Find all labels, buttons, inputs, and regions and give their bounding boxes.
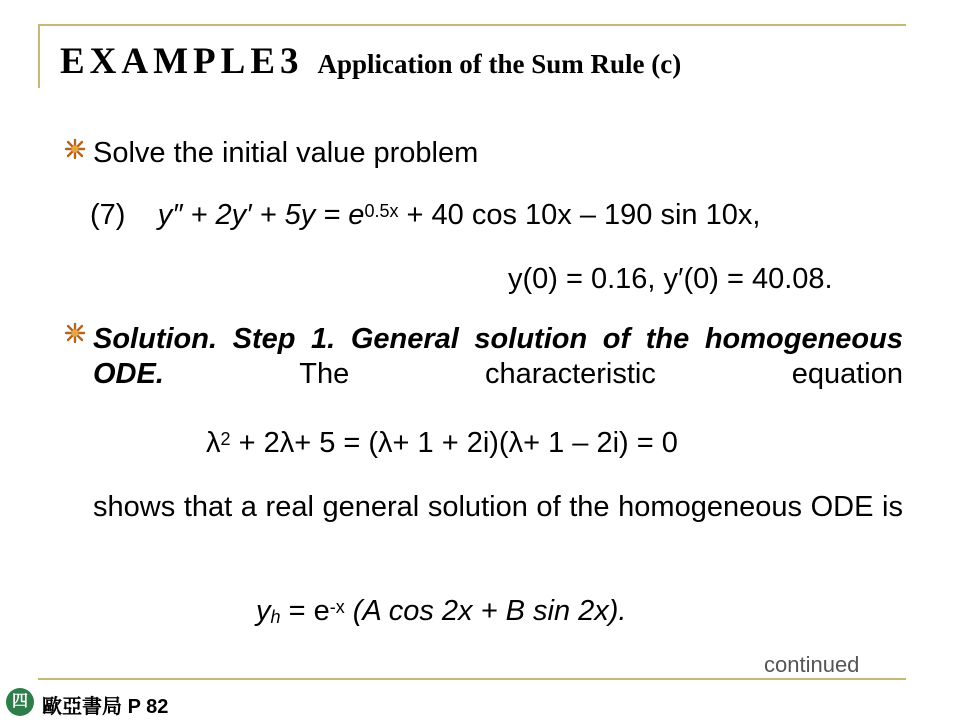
- page-ref: P 82: [127, 696, 169, 718]
- slide-title: [60, 40, 681, 83]
- equation-7: [90, 198, 760, 233]
- bullet-star-icon: [64, 138, 86, 160]
- header-left-rule: [38, 24, 40, 88]
- equation-lhs: y″ + 2y′ + 5y = e: [157, 199, 365, 231]
- yh-rest: (A cos 2x + B sin 2x).: [352, 595, 627, 627]
- example-label: EXAMPLE3: [60, 41, 304, 82]
- solution-text: The characteristic equation: [299, 358, 903, 390]
- homogeneous-solution: [256, 594, 626, 629]
- footer-rule: [38, 678, 906, 680]
- initial-conditions: y(0) = 0.16, y′(0) = 40.08.: [508, 263, 833, 295]
- equation-rhs: + 40 cos 10x – 190 sin 10x,: [406, 199, 761, 231]
- yh-eq: = e: [288, 595, 330, 627]
- publisher-footer: [42, 690, 168, 719]
- continued-label: continued: [764, 652, 860, 677]
- solution-heading: Solution. Step 1. General solution of the homogeneous ODE.: [93, 323, 903, 390]
- lambda: λ: [206, 427, 221, 459]
- yh-sub: h: [270, 607, 281, 627]
- solution-paragraph: [93, 322, 903, 392]
- publisher-logo-icon: 四: [6, 688, 34, 716]
- bullet-star-icon: [64, 322, 86, 344]
- problem-statement: Solve the initial value problem: [93, 137, 479, 169]
- general-solution-text: shows that a real general solution of the homogeneous ODE is: [93, 491, 903, 523]
- exp-power: 0.5x: [364, 201, 399, 221]
- example-subtitle: Application of the Sum Rule (c): [317, 49, 682, 79]
- char-eq-rest: + 2λ+ 5 = (λ+ 1 + 2i)(λ+ 1 – 2i) = 0: [238, 427, 678, 459]
- header-rule: [38, 24, 906, 26]
- publisher-name: 歐亞書局: [42, 696, 122, 718]
- yh-y: y: [256, 595, 271, 627]
- equation-number: (7): [90, 199, 126, 231]
- lambda-power: 2: [220, 429, 231, 449]
- characteristic-equation: [206, 426, 678, 461]
- yh-power: -x: [329, 597, 345, 617]
